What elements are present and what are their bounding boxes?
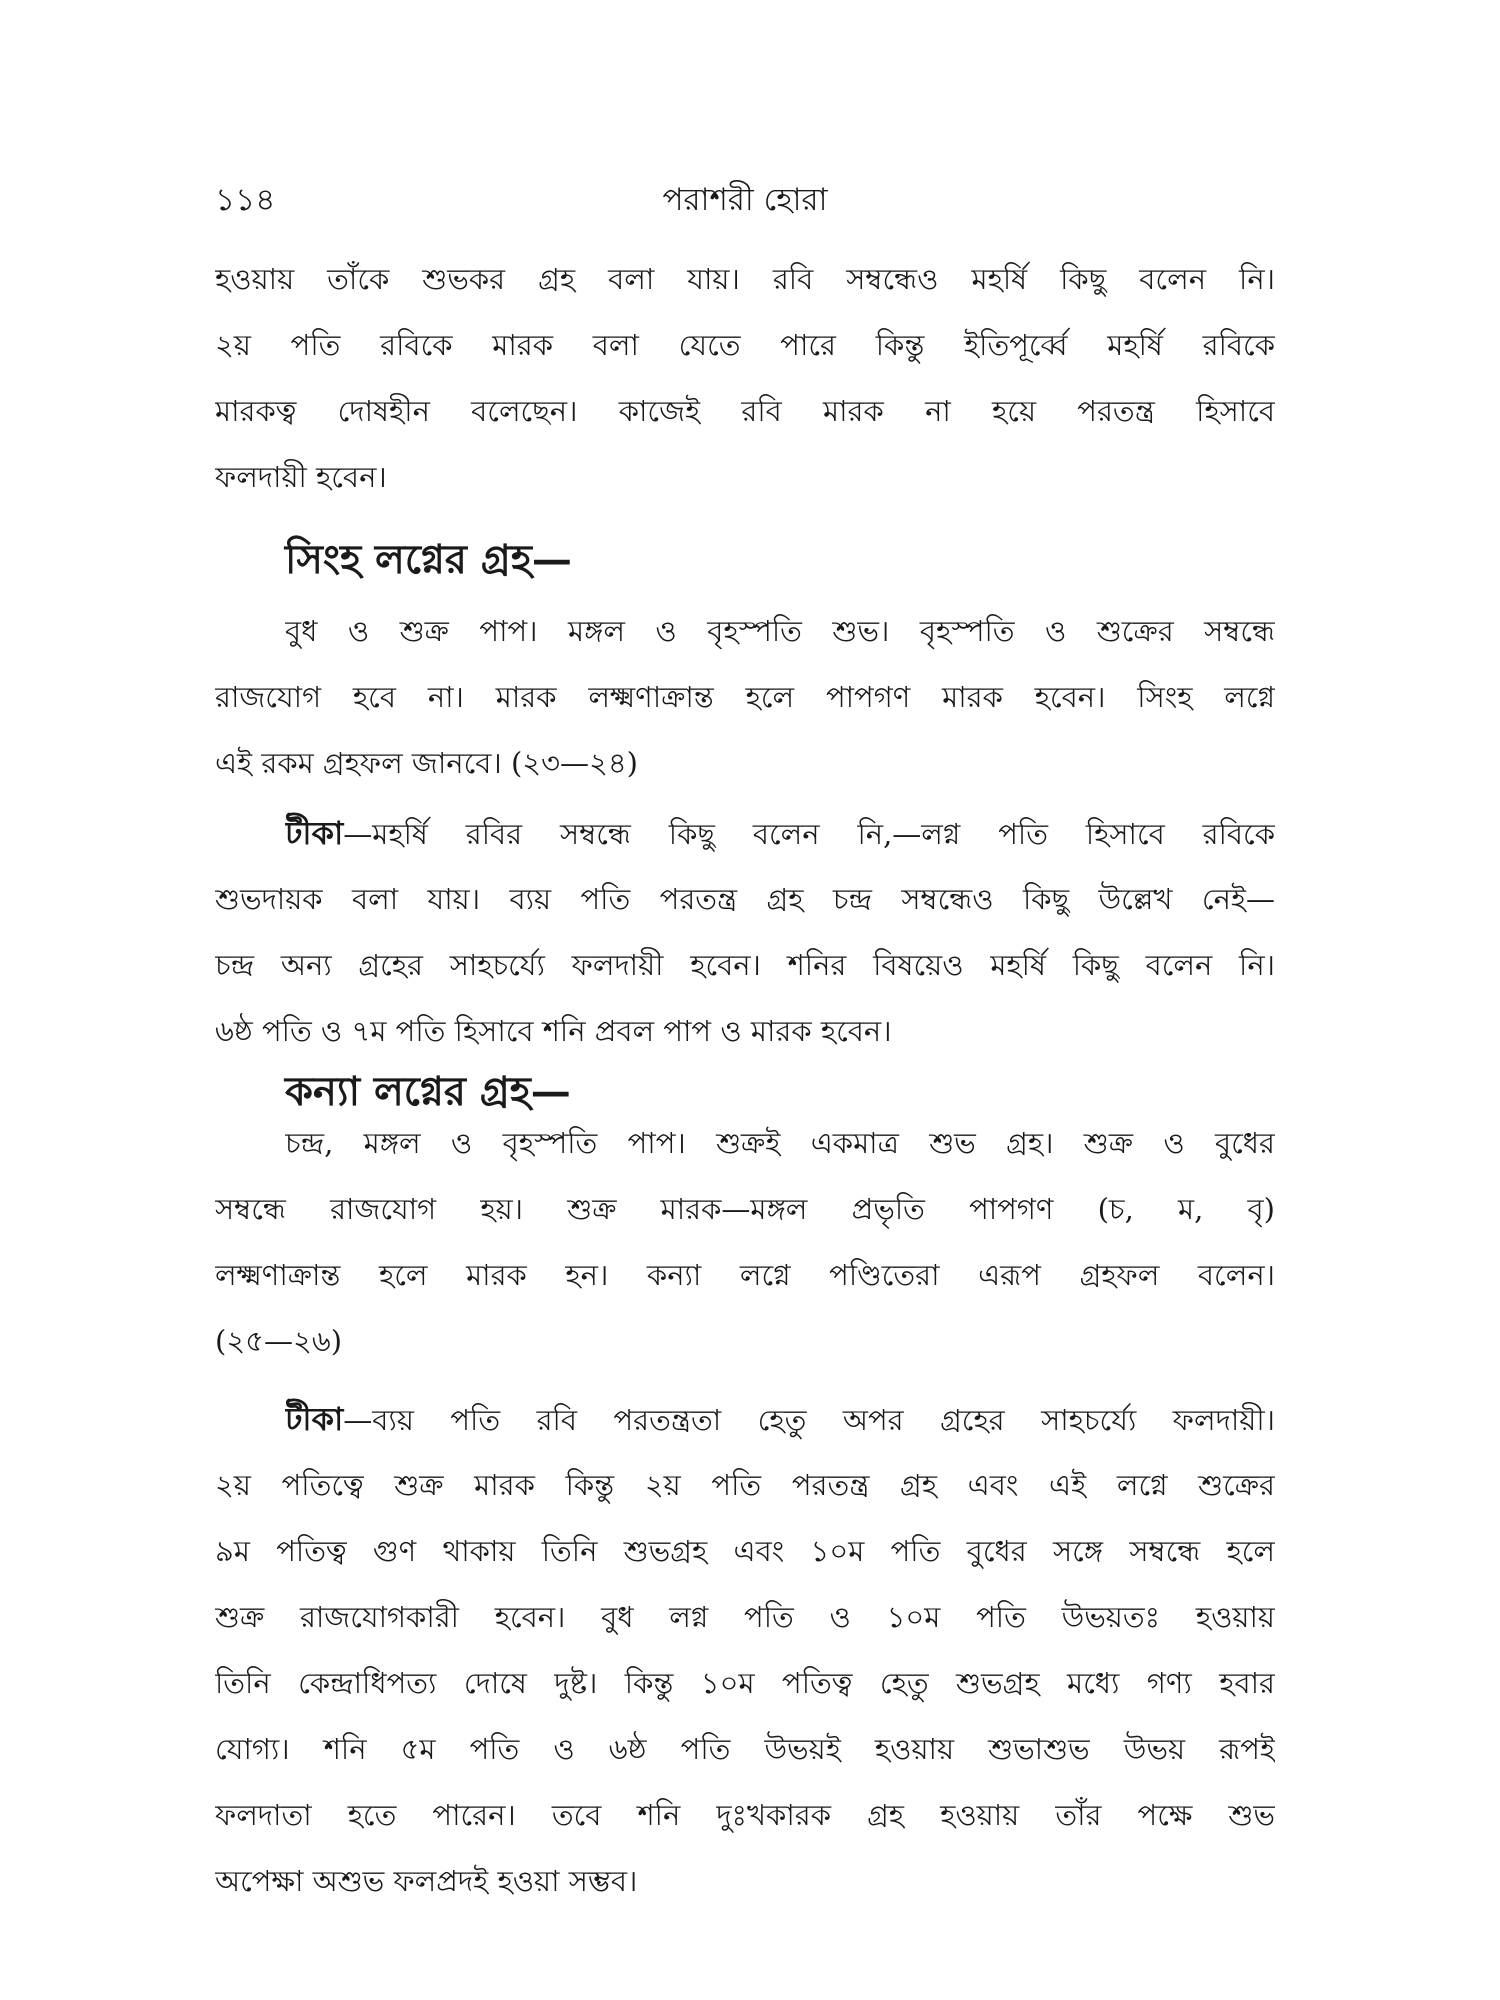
commentary-line: ফলদাতা হতে পারেন। তবে শনি দুঃখকারক গ্রহ হওয়ায় তাঁর পক্ষে শুভ [215,1798,1275,1832]
commentary-first-line [285,1396,1275,1442]
commentary-label: টীকা [285,814,344,852]
text-line: মারকত্ব দোষহীন বলেছেন। কাজেই রবি মারক না হয়ে পরতন্ত্র হিসাবে [215,394,1275,428]
commentary-line: তিনি কেন্দ্রাধিপত্য দোষে দুষ্ট। কিন্তু ১০ম পতিত্ব হেতু শুভগ্রহ মধ্যে গণ্য হবার [215,1666,1275,1700]
commentary-first-line [285,810,1275,856]
running-head [215,176,1275,226]
commentary-line: ৯ম পতিত্ব গুণ থাকায় তিনি শুভগ্রহ এবং ১০ম পতি বুধের সঙ্গে সম্বন্ধে হলে [215,1534,1275,1568]
verse-line: এই রকম গ্রহফল জানবে। (২৩—২৪) [215,746,638,780]
text-line: হওয়ায় তাঁকে শুভকর গ্রহ বলা যায়। রবি সম্বন্ধেও মহর্ষি কিছু বলেন নি। [215,262,1275,296]
text-line: ফলদায়ী হবেন। [215,460,387,494]
commentary-line: যোগ্য। শনি ৫ম পতি ও ৬ষ্ঠ পতি উভয়ই হওয়ায় শুভাশুভ উভয় রূপই [215,1732,1275,1766]
commentary-line: ৬ষ্ঠ পতি ও ৭ম পতি হিসাবে শনি প্রবল পাপ ও মারক হবেন। [215,1014,892,1048]
commentary-text: —ব্যয় পতি রবি পরতন্ত্রতা হেতু অপর গ্রহের সাহচর্য্যে ফলদায়ী। [343,1403,1275,1437]
commentary-label: টীকা [285,1400,344,1438]
commentary-line: শুভদায়ক বলা যায়। ব্যয় পতি পরতন্ত্র গ্রহ চন্দ্র সম্বন্ধেও কিছু উল্লেখ নেই— [215,882,1275,916]
commentary-line: অপেক্ষা অশুভ ফলপ্রদই হওয়া সম্ভব। [215,1864,638,1898]
verse-line: রাজযোগ হবে না। মারক লক্ষ্মণাক্রান্ত হলে পাপগণ মারক হবেন। সিংহ লগ্নে [215,680,1275,714]
section-heading: কন্যা লগ্নের গ্রহ— [285,1068,571,1115]
verse-line: বুধ ও শুক্র পাপ। মঙ্গল ও বৃহস্পতি শুভ। বৃহস্পতি ও শুক্রের সম্বন্ধে [285,614,1275,648]
verse-line: (২৫—২৬) [215,1324,343,1358]
verse-line: চন্দ্র, মঙ্গল ও বৃহস্পতি পাপ। শুক্রই একমাত্র শুভ গ্রহ। শুক্র ও বুধের [285,1126,1275,1160]
book-title: পরাশরী হোরা [662,182,828,218]
commentary-line: ২য় পতিত্বে শুক্র মারক কিন্তু ২য় পতি পরতন্ত্র গ্রহ এবং এই লগ্নে শুক্রের [215,1468,1275,1502]
section-heading: সিংহ লগ্নের গ্রহ— [285,536,572,583]
commentary-text: —মহর্ষি রবির সম্বন্ধে কিছু বলেন নি,—লগ্ন পতি হিসাবে রবিকে [343,817,1275,851]
commentary-line: শুক্র রাজযোগকারী হবেন। বুধ লগ্ন পতি ও ১০ম পতি উভয়তঃ হওয়ায় [215,1600,1275,1634]
verse-line: সম্বন্ধে রাজযোগ হয়। শুক্র মারক—মঙ্গল প্রভৃতি পাপগণ (চ, ম, বৃ) [215,1192,1275,1226]
text-line: ২য় পতি রবিকে মারক বলা যেতে পারে কিন্তু ইতিপূর্ব্বে মহর্ষি রবিকে [215,328,1275,362]
verse-line: লক্ষ্মণাক্রান্ত হলে মারক হন। কন্যা লগ্নে পণ্ডিতেরা এরূপ গ্রহফল বলেন। [215,1258,1275,1292]
page-number: ১১৪ [215,182,276,218]
commentary-line: চন্দ্র অন্য গ্রহের সাহচর্য্যে ফলদায়ী হবেন। শনির বিষয়েও মহর্ষি কিছু বলেন নি। [215,948,1275,982]
